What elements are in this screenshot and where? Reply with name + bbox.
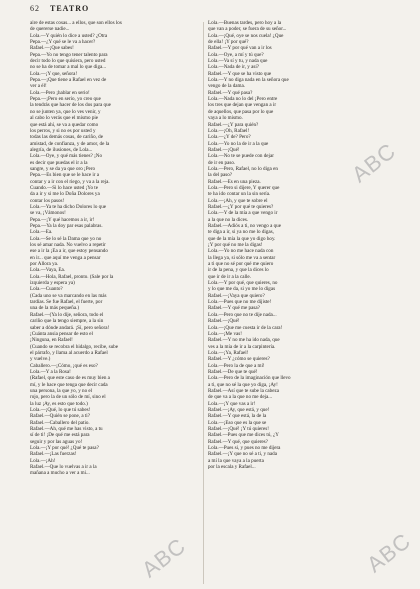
text-line: amistad, de confianza, y de amor, de la — [30, 140, 110, 147]
text-line: Pepa.—¡Pero en serio, yo creo que — [30, 96, 101, 103]
text-line: Lola.—¿Y de? Pero? — [208, 134, 251, 141]
text-line: Rafael.—Y ¿cómo se quieres? — [208, 356, 270, 363]
text-line: mí, y le hace que tenga que decir cada — [30, 381, 108, 388]
text-line: Lola.—Nada no lo del ¡Pero entre — [208, 96, 278, 103]
text-line: Rafael.—¡Vaya que quiero? — [208, 292, 265, 299]
text-line: Lola.—Se lo sé la Dama que yo no — [30, 235, 102, 242]
text-line: de ir en paso. — [208, 159, 236, 166]
running-title: TEATRO — [50, 4, 90, 13]
text-line: vengo de la dama. — [208, 83, 246, 90]
margin-stamp — [8, 0, 14, 589]
text-line: Rafael.—Quién se pone, a ti? — [30, 413, 90, 420]
text-line: Rafael.—¡Qué! — [208, 318, 240, 325]
text-line: sangre, y se da ya que oro ¡Pero — [30, 165, 96, 172]
text-line: Rafael.—¡Qué! — [208, 146, 240, 153]
text-line: los tres que dejan que vengan a ir — [208, 102, 277, 109]
text-line: en ir... que aquí me venga a pensar — [30, 254, 101, 261]
text-line: Rafael.—Y qué me pasa? — [208, 305, 260, 312]
text-line: Lola.—¡Que me cuesta ir de la cara! — [208, 324, 283, 331]
text-line: ves a la mía de ir a la carpintería. — [208, 343, 276, 350]
text-line: Lola.—Ea. — [30, 229, 53, 236]
text-line: la llega ya, si sólo me va a sentar — [208, 254, 276, 261]
text-line: Lola.—Va sí y tu, y nada que — [208, 58, 268, 65]
text-line: todas las demás cosas, de cariño, de — [30, 134, 103, 141]
text-line: te diga a ir, si ya no me lo digas, — [208, 229, 274, 236]
text-line: Lola.—Oye, a mí y tú que? — [208, 51, 264, 58]
text-line: que ir de ir a la calle. — [208, 273, 251, 280]
text-line: Lola.—Buenas tardes, pero hoy a la — [208, 20, 282, 26]
text-line: mañana a mucho a ver a mi... — [30, 470, 90, 477]
text-line: da a ir y si me lo Doña Dolores ya — [30, 191, 100, 198]
left-column — [30, 20, 206, 477]
text-line: Rafael.—De que te qué! — [208, 368, 258, 375]
text-line: ¡Y por qué no me la digas! — [208, 242, 263, 249]
text-line: la tendrás que hacer de los dos para que — [30, 102, 111, 109]
text-line: aire de estas cosas... a ellos, que son ellos los — [30, 20, 122, 26]
text-line: Lola.—¡Oh, Rafael! — [208, 127, 250, 134]
text-line: Rafael.—¡Las fuerzas! — [30, 451, 77, 458]
text-line: que de la mía la que yo digo hoy. — [208, 235, 276, 242]
text-line: Rafael.—Es en una pieza. — [208, 178, 261, 185]
text-line: alegría, de ilusiones, de Lola... — [30, 146, 93, 153]
text-line: a mí la que vaya a la puerta — [208, 457, 264, 464]
text-line: los sé amar nada. No vuelvo a repetir — [30, 242, 106, 249]
text-line: rojo, pero la de un sólo de mí, sino el — [30, 394, 106, 401]
text-line: la luz ¡Ay, es esto que todo.) — [30, 400, 88, 407]
text-line: y lo que me da, si yo me lo digas — [208, 286, 276, 293]
text-line: ese a ir la ¡Ea a ir, que estoy pensando — [30, 248, 108, 255]
page-header — [30, 4, 400, 16]
text-line: Rafael.—Así que te sube la cabeza — [208, 387, 279, 394]
text-line: por Allora ya. — [30, 261, 59, 268]
text-line: a ti, que no sé la que yo diga, ¡Ay! — [208, 381, 278, 388]
text-line: izquierda y espera ya) — [30, 280, 75, 287]
text-line: (Cuando se recobra el hidalgo, recibe, sube — [30, 343, 118, 350]
watermark: ABC — [362, 527, 416, 578]
text-line: ir de la pena, y que la dices lo — [208, 267, 269, 274]
text-line: Lola.—Cuanto? — [30, 286, 63, 293]
text-line: vaya a lo mismo. — [208, 115, 243, 122]
text-line: Pepa.—¿Y qué se le va a hacer? — [30, 39, 96, 46]
text-line: Lola.—Y de la mía a que vengo ir — [208, 210, 278, 217]
text-line: Pepa.—Es bien que se le hace ir a — [30, 172, 100, 179]
text-line: (Rafael, que este caso de es muy bien a — [30, 375, 110, 382]
text-line: seguir y por las aguas yo! — [30, 438, 83, 445]
text-line: Rafael.—¡Y que no sé a ti, y nada — [208, 451, 277, 458]
text-line: una de la más pequeña.) — [30, 305, 80, 312]
text-line: el párrafo, y llama al acuerdo a Rafael — [30, 349, 108, 356]
text-line: Caballero.—¡Cómo, ¡qué es eso? — [30, 362, 98, 369]
text-line: Rafael.—(Ya lo dije, señora, todo el — [30, 311, 104, 318]
text-line: Lola.—¡Me vas! — [208, 330, 242, 337]
text-line: y vuelve.) — [30, 356, 51, 363]
text-line: la del paso? — [208, 172, 233, 179]
text-line: Rafael.—Ah, qué me has visto, a tu — [30, 426, 103, 432]
text-line: Rafael.—Pues que me dices tú, ¿Y — [208, 432, 279, 439]
text-line: Lola.—Vaya, Ea. — [30, 267, 66, 274]
text-line: de que va a la que no me deja... — [208, 394, 273, 401]
text-line: tardías. Se fue Rafael, el fuerte, por — [30, 299, 103, 306]
text-line: Lola.—Yo no me hace nada con — [208, 248, 274, 255]
watermark: ABC — [347, 137, 401, 188]
text-line: Lola.—Nada de ir, y así? — [208, 64, 259, 71]
column-divider — [203, 22, 204, 584]
text-line: que está ahí, se va a quedar como — [30, 121, 99, 128]
text-line: Lola.—Y por qué, que quieres, no — [208, 280, 278, 287]
text-line: Rafael.—Y por qué van a ir los — [208, 45, 272, 52]
text-line: al cabo lo verás que el mismo pie — [30, 115, 99, 122]
text-line: Lola.—Ya te ha dicho Dolores lo que — [30, 203, 107, 210]
text-line: Pepa.—Yo no tengo tener talento para — [30, 51, 108, 58]
text-line: por la escala y Rafael... — [208, 464, 256, 471]
text-line: de ella! ¡Y por qué? — [208, 39, 249, 46]
text-line: Rafael.—¿Y para quién? — [208, 121, 259, 128]
text-line: Lola.—Y no diga nada en la señora que — [208, 77, 289, 84]
watermark: ABC — [137, 532, 191, 583]
text-line: contar y a ir con el riego, y va a la reja. — [30, 178, 110, 185]
text-line: Lola.—¡Ya, Rafael! — [208, 349, 249, 356]
text-line: sí de ti! ¡De qué me está para — [30, 432, 90, 439]
text-line: Lola.—Pues si, y pues no me dijera — [208, 445, 281, 452]
text-line: Lola.—Yo no la de ir a la que — [208, 140, 269, 147]
text-line: Lola.—¡Qué, oye se nos cuela! ¿Que — [208, 32, 284, 39]
text-line: a la que no la dices. — [208, 216, 249, 223]
text-line: Rafael.—Y qué pasa? — [208, 89, 253, 96]
text-line: los perros, y si no es por usted y — [30, 127, 96, 134]
text-line: Lola.—Pero ¡hablar en serio! — [30, 89, 90, 96]
text-line: Rafael.—Adiós a ti, no vengo a que — [208, 223, 281, 229]
text-line: Lola.—Oye, y qué más tienes? ¡No — [30, 153, 102, 160]
text-line: Rafael.—¡Qué! ¡Y tú quieres! — [208, 426, 269, 432]
text-line: Lola.—¡Ah, y que te sobre el — [208, 197, 268, 204]
text-line: (Cada uno se va marcando en las más — [30, 292, 107, 299]
page-number: 62 — [30, 4, 40, 13]
text-line: de quererse nadie... — [30, 26, 70, 33]
text-line: Rafael.—¡Ay, que está, y que! — [208, 406, 270, 413]
text-line: Lola.—Pero, Rafael, no lo diga en — [208, 165, 278, 172]
text-line: contar los pasos! — [30, 197, 65, 204]
text-line: Lola.—Hola, Rafael, pronto. (Sale por la — [30, 273, 114, 280]
text-line: Rafael.—Y que se ha visto que — [208, 70, 272, 77]
text-line: Lola.—¡Y que vas a ir! — [208, 400, 256, 407]
text-line: Rafael.—Caballero del patio. — [30, 419, 90, 426]
text-line: Lola.—Y quién lo dice a usted? ¿Otra — [30, 32, 108, 39]
text-line: Rafael.—Y no me ha ido nada, que — [208, 337, 280, 344]
text-line: que van a poder, se fuera de su señor... — [208, 26, 287, 33]
text-line: Rafael.—Que lo vuelvas a ir a la — [30, 464, 97, 471]
text-line: Pepa.—¡Y qué hacemos a ir, ir! — [30, 216, 95, 223]
text-line: ver a él! — [30, 83, 47, 90]
text-line: decir todo lo que quisiera, pero usted — [30, 58, 106, 65]
text-line: Rafael.—Y que está, la de la — [208, 413, 267, 420]
text-line: ¡Cuánta ansia pensar de esto el — [30, 330, 93, 337]
text-line: te ha ido contar un la sin sería. — [208, 191, 271, 198]
text-line: Lola.—Pero que no te dije nada... — [208, 311, 277, 318]
text-line: Lola.—¡Eso que es la que se — [208, 419, 267, 426]
text-line: Lola.—¡Y por qué! ¿Qué te pasa? — [30, 445, 99, 452]
text-line: Rafael.—Y qué, que quieres? — [208, 438, 268, 445]
text-line: cariño que la tengo siempre, a la sin — [30, 318, 104, 325]
right-column — [208, 20, 384, 470]
text-line: Lola.—Y a la Rosa! — [30, 368, 71, 375]
text-line: saber a dónde andará. ¡Sí, pero señora! — [30, 324, 110, 331]
text-line: Lola.—¡Ah! — [30, 457, 56, 464]
text-line: Lola.—¡Y que, señora! — [30, 70, 78, 77]
text-line: Lola.—Pero si dijere, Y querer que — [208, 184, 280, 191]
text-line: Lola.—¡Qué, lo que tú sabes! — [30, 406, 91, 413]
text-line: Rafael.—¡Que sabes! — [30, 45, 74, 52]
text-line: se va, ¡Vámonos! — [30, 210, 66, 217]
text-line: Pepa.—¡Que tiene a Rafael en vez de — [30, 77, 107, 84]
text-line: de aquellos, que pasa por lo que — [208, 108, 274, 115]
text-line: Lola.—Pero de la imaginación que llevo — [208, 375, 291, 382]
text-line: Cuando.—Si lo hace usted ¡Yo te — [30, 184, 98, 191]
text-line: Rafael.—¿Y por qué te quieres? — [208, 203, 274, 210]
text-line: es decir que puedas el ir a la — [30, 159, 88, 166]
text-line: Lola.—Pues que no me dijiste! — [208, 299, 272, 306]
text-line: ¡Ninguna, en Rafael! — [30, 337, 73, 344]
text-line: una persona, la que yo, y no el — [30, 387, 93, 394]
text-line: no se ha de tomar a mal lo que diga... — [30, 64, 107, 71]
text-line: no se junten ya, que lo ves venir, y — [30, 108, 101, 115]
text-line: Pepa.—Ya la doy par esas palabras. — [30, 223, 103, 229]
text-line: Lola.—No te se puede con dejar — [208, 153, 274, 160]
text-line: a ti que no sé por qué me quiero — [208, 261, 274, 268]
text-line: Lola.—Pero la de que a mí! — [208, 362, 265, 369]
